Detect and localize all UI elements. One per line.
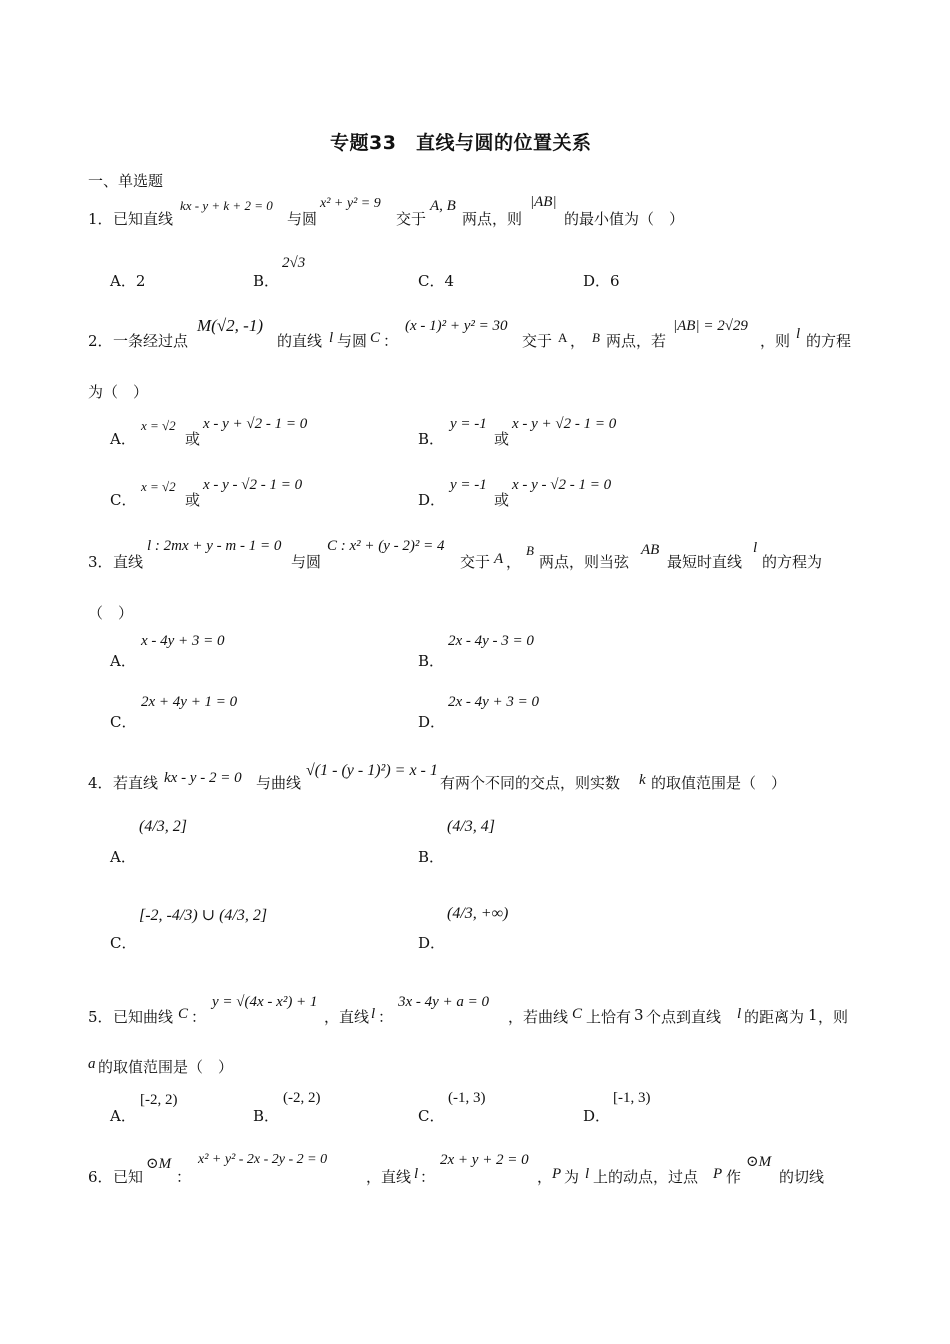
option-value: 2 bbox=[135, 272, 146, 290]
question-text: （ ） bbox=[88, 604, 134, 622]
circle-c: C bbox=[370, 330, 381, 346]
line-l: l bbox=[414, 1166, 419, 1182]
option-b[interactable] bbox=[253, 270, 279, 291]
option-c[interactable] bbox=[110, 711, 136, 732]
question-text: ， bbox=[537, 1168, 553, 1186]
point-a: A bbox=[494, 551, 504, 567]
option-label: D． bbox=[583, 1107, 611, 1125]
option-label: A． bbox=[110, 430, 136, 448]
or-text: 或 bbox=[494, 491, 510, 509]
option-value: (4/3, 2] bbox=[139, 818, 187, 835]
distance-one: 1 bbox=[808, 1006, 818, 1024]
question-text: 两点，若 bbox=[606, 332, 667, 350]
option-b[interactable] bbox=[418, 428, 444, 449]
or-text: 或 bbox=[185, 430, 201, 448]
curve-c: C bbox=[178, 1006, 189, 1022]
question-text: 已知曲线 bbox=[113, 1008, 174, 1026]
option-value: 2x - 4y - 3 = 0 bbox=[448, 633, 534, 649]
option-value: (-2, 2) bbox=[283, 1090, 321, 1106]
option-label: D． bbox=[583, 272, 611, 290]
question-text: 的切线 bbox=[779, 1168, 825, 1186]
question-text: 与曲线 bbox=[256, 774, 302, 792]
question-number: 6． bbox=[88, 1168, 113, 1186]
option-label: B． bbox=[253, 272, 280, 290]
question-text: 有两个不同的交点，则实数 bbox=[440, 774, 621, 792]
circle-equation: C : x² + (y - 2)² = 4 bbox=[327, 538, 445, 554]
point-labels: A, B bbox=[430, 198, 456, 214]
option-d[interactable] bbox=[583, 1105, 610, 1126]
question-text: 最短时直线 bbox=[667, 553, 743, 571]
option-c[interactable] bbox=[418, 1105, 444, 1126]
section-heading: 一、单选题 bbox=[88, 172, 164, 190]
option-value: [-1, 3) bbox=[613, 1090, 651, 1106]
option-label: A． bbox=[110, 1107, 136, 1125]
question-text: ，则 bbox=[818, 1008, 849, 1026]
question-text: ，则 bbox=[760, 332, 791, 350]
option-label: C． bbox=[418, 272, 445, 290]
option-d[interactable] bbox=[418, 489, 445, 510]
option-value: 4 bbox=[444, 272, 455, 290]
option-value: y = -1 bbox=[450, 477, 487, 493]
question-number: 4． bbox=[88, 774, 113, 792]
question-text: 作 bbox=[726, 1168, 742, 1186]
option-value: x - y - √2 - 1 = 0 bbox=[512, 477, 612, 493]
question-text: 为 bbox=[564, 1168, 580, 1186]
question-text: 的取值范围是（ ） bbox=[651, 774, 787, 792]
question-text: ， bbox=[570, 332, 586, 350]
question-text: 上恰有 bbox=[586, 1008, 632, 1026]
var-a: a bbox=[88, 1056, 96, 1072]
option-value: x = √2 bbox=[141, 418, 176, 433]
question-number: 2． bbox=[88, 332, 113, 350]
option-label: C． bbox=[110, 934, 137, 952]
curve-equation: √(1 - (y - 1)²) = x - 1 bbox=[306, 762, 438, 779]
question-text: 一条经过点 bbox=[113, 332, 189, 350]
question-text: 交于 bbox=[460, 553, 491, 571]
option-label: B． bbox=[418, 430, 445, 448]
option-c[interactable] bbox=[418, 270, 454, 291]
question-text: ： bbox=[420, 1168, 436, 1186]
question-text: ： bbox=[378, 1008, 394, 1026]
option-a[interactable] bbox=[110, 270, 145, 291]
question-text: 已知直线 bbox=[113, 210, 174, 228]
line-equation: l : 2mx + y - m - 1 = 0 bbox=[147, 538, 282, 554]
option-a[interactable] bbox=[110, 846, 136, 867]
question-text: ： bbox=[191, 1008, 207, 1026]
option-a[interactable] bbox=[110, 1105, 136, 1126]
option-value: y = -1 bbox=[450, 416, 487, 432]
option-value: x - 4y + 3 = 0 bbox=[141, 633, 225, 649]
question-text: ， bbox=[506, 553, 522, 571]
question-text: 直线 bbox=[113, 553, 144, 571]
option-value: x = √2 bbox=[141, 479, 176, 494]
question-number: 1． bbox=[88, 210, 113, 228]
chord-length: |AB| = 2√29 bbox=[673, 318, 748, 334]
question-text: 的方程 bbox=[806, 332, 852, 350]
option-label: D． bbox=[418, 934, 446, 952]
count-three: 3 bbox=[634, 1006, 644, 1024]
circle-m: ⊙M bbox=[746, 1154, 772, 1170]
option-c[interactable] bbox=[110, 932, 136, 953]
option-value: x - y + √2 - 1 = 0 bbox=[512, 416, 617, 432]
question-text: 的直线 bbox=[277, 332, 323, 350]
option-value: (4/3, +∞) bbox=[447, 905, 509, 922]
option-value: 6 bbox=[610, 272, 620, 290]
question-text: 的方程为 bbox=[762, 553, 823, 571]
option-d[interactable] bbox=[583, 270, 620, 291]
point-p: P bbox=[552, 1166, 562, 1182]
question-text: 交于 bbox=[396, 210, 427, 228]
option-value: 2x + 4y + 1 = 0 bbox=[141, 694, 238, 710]
line-equation: kx - y + k + 2 = 0 bbox=[180, 198, 273, 213]
question-text: 两点，则当弦 bbox=[539, 553, 630, 571]
option-value: (4/3, 4] bbox=[447, 818, 495, 835]
option-label: A． bbox=[110, 848, 136, 866]
chord-ab: AB bbox=[641, 542, 660, 558]
line-l: l bbox=[585, 1166, 590, 1182]
option-value: x - y - √2 - 1 = 0 bbox=[203, 477, 303, 493]
option-a[interactable] bbox=[110, 428, 136, 449]
segment-length: |AB| bbox=[530, 194, 557, 210]
option-label: C． bbox=[418, 1107, 445, 1125]
question-text: 个点到直线 bbox=[646, 1008, 722, 1026]
point-p: P bbox=[713, 1166, 723, 1182]
option-label: B． bbox=[418, 652, 445, 670]
question-text: 的取值范围是（ ） bbox=[98, 1058, 234, 1076]
line-l: l bbox=[796, 326, 801, 342]
curve-c: C bbox=[572, 1006, 583, 1022]
circle-equation: x² + y² = 9 bbox=[320, 196, 381, 211]
line-equation: 2x + y + 2 = 0 bbox=[440, 1152, 529, 1168]
question-text: 的距离为 bbox=[744, 1008, 805, 1026]
option-d[interactable] bbox=[418, 711, 445, 732]
question-text: 上的动点，过点 bbox=[593, 1168, 699, 1186]
question-text: 若直线 bbox=[113, 774, 159, 792]
circle-equation: (x - 1)² + y² = 30 bbox=[405, 318, 508, 334]
line-equation: kx - y - 2 = 0 bbox=[164, 770, 242, 786]
point-b: B bbox=[592, 330, 600, 345]
option-label: A． bbox=[110, 652, 136, 670]
question-text: ，直线 bbox=[324, 1008, 370, 1026]
point-m: M(√2, -1) bbox=[197, 316, 263, 335]
line-l: l bbox=[371, 1006, 376, 1022]
line-l: l bbox=[753, 540, 758, 556]
option-b[interactable] bbox=[418, 846, 444, 867]
option-b[interactable] bbox=[253, 1105, 279, 1126]
line-l: l bbox=[737, 1006, 742, 1022]
question-text: 与圆 bbox=[287, 210, 318, 228]
option-label: D． bbox=[418, 491, 446, 509]
question-number: 5． bbox=[88, 1008, 113, 1026]
point-b: B bbox=[526, 543, 534, 558]
question-text: 已知 bbox=[113, 1168, 144, 1186]
option-label: B． bbox=[418, 848, 445, 866]
question-text: 两点，则 bbox=[462, 210, 523, 228]
page-title: 专题33 直线与圆的位置关系 bbox=[330, 132, 592, 154]
circle-m: ⊙M bbox=[146, 1156, 172, 1172]
option-value: (-1, 3) bbox=[448, 1090, 486, 1106]
option-value: [-2, -4/3) ∪ (4/3, 2] bbox=[139, 907, 268, 924]
option-b-value: 2√3 bbox=[282, 255, 306, 271]
option-a[interactable] bbox=[110, 650, 136, 671]
question-text: 与圆 bbox=[291, 553, 322, 571]
question-text: 交于 bbox=[522, 332, 553, 350]
or-text: 或 bbox=[494, 430, 510, 448]
question-text: 为（ ） bbox=[88, 383, 149, 401]
line-l: l bbox=[329, 330, 334, 346]
option-value: x - y + √2 - 1 = 0 bbox=[203, 416, 308, 432]
circle-equation: x² + y² - 2x - 2y - 2 = 0 bbox=[198, 1152, 328, 1167]
option-d[interactable] bbox=[418, 932, 445, 953]
question-text: 与圆 bbox=[337, 332, 368, 350]
or-text: 或 bbox=[185, 491, 201, 509]
question-text: ： bbox=[383, 332, 399, 350]
option-label: C． bbox=[110, 713, 137, 731]
var-k: k bbox=[639, 772, 646, 788]
question-text: ： bbox=[176, 1168, 192, 1186]
question-text: 的最小值为（ ） bbox=[564, 210, 685, 228]
option-label: A． bbox=[110, 272, 136, 290]
curve-equation: y = √(4x - x²) + 1 bbox=[212, 994, 318, 1010]
point-a: A bbox=[558, 330, 568, 345]
option-c[interactable] bbox=[110, 489, 136, 510]
question-number: 3． bbox=[88, 553, 113, 571]
question-text: ，若曲线 bbox=[508, 1008, 569, 1026]
option-label: D． bbox=[418, 713, 446, 731]
option-label: B． bbox=[253, 1107, 280, 1125]
option-value: [-2, 2) bbox=[140, 1092, 178, 1108]
option-value: 2x - 4y + 3 = 0 bbox=[448, 694, 540, 710]
line-equation: 3x - 4y + a = 0 bbox=[398, 994, 490, 1010]
option-label: C． bbox=[110, 491, 137, 509]
option-b[interactable] bbox=[418, 650, 444, 671]
question-text: ，直线 bbox=[366, 1168, 412, 1186]
